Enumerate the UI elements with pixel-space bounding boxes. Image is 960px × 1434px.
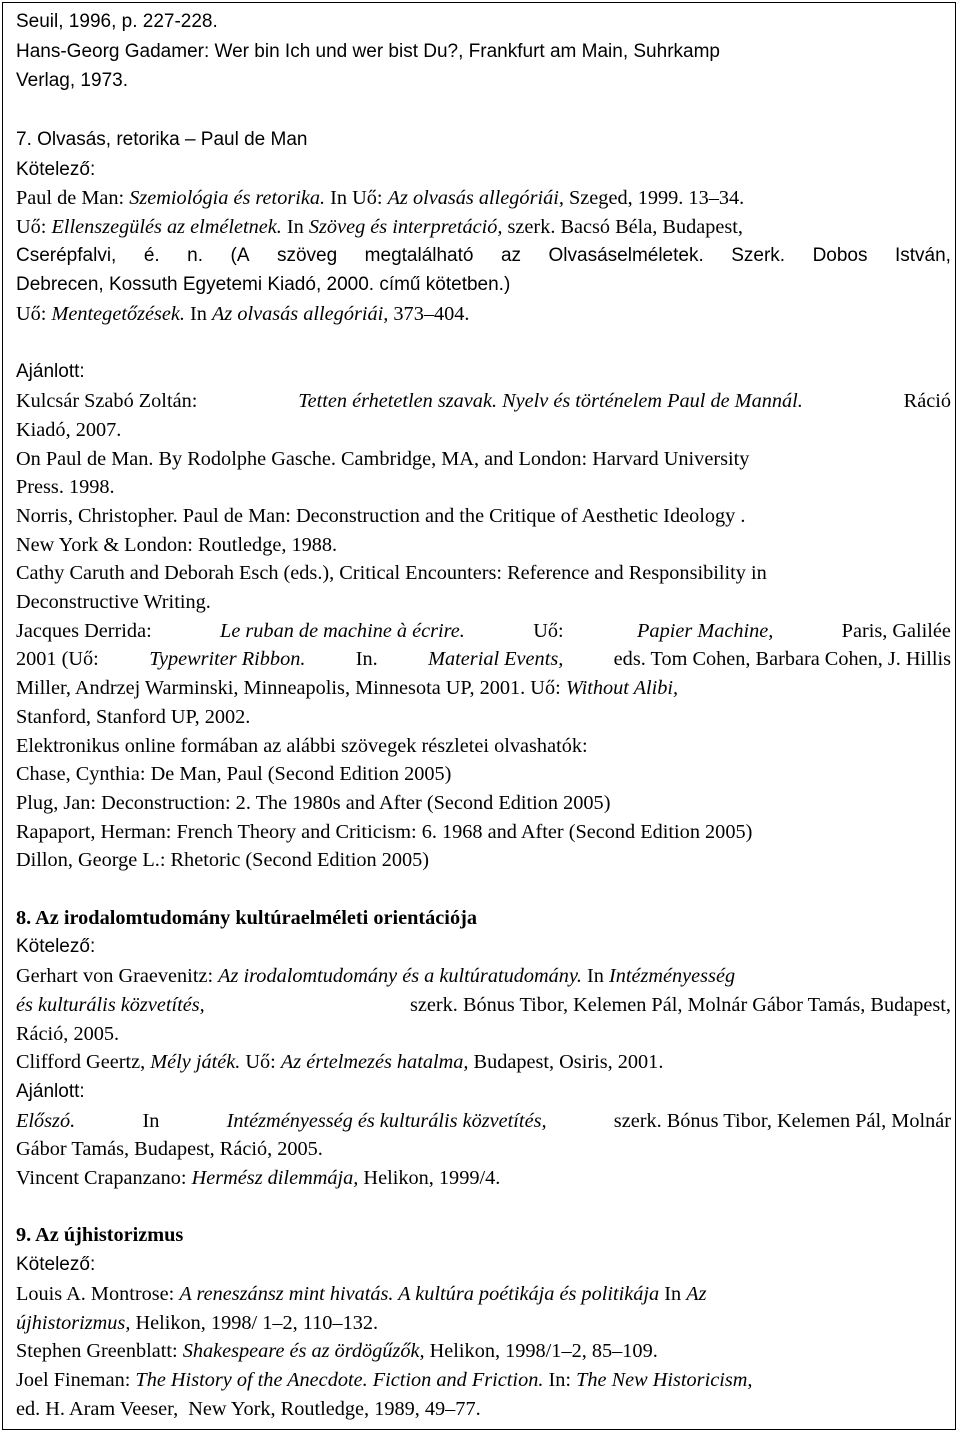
- italic-title: Szöveg és interpretáció,: [308, 215, 503, 238]
- italic-title: Intézményesség és kulturális közvetítés,: [226, 1109, 547, 1132]
- text-segment: Chase, Cynthia: De Man, Paul (Second Edition 2005): [16, 763, 452, 786]
- text-segment: Paris, Galilée: [836, 619, 951, 642]
- text-segment: Cathy Caruth and Deborah Esch (eds.), Critical Encounters: Reference and Responsibility in: [16, 562, 767, 585]
- text-segment: Joel Fineman:: [16, 1368, 136, 1391]
- paragraph-gap: [16, 875, 951, 904]
- italic-title: Az: [686, 1282, 707, 1305]
- text-segment: In:: [543, 1368, 577, 1391]
- text-segment: Ajánlott:: [16, 1080, 85, 1102]
- text-segment: szerk. Bónus Tibor, Kelemen Pál, Molnár Gábor Tamás, Budapest,: [404, 993, 951, 1016]
- text-segment: Seuil, 1996, p. 227-228.: [16, 11, 218, 32]
- text-segment: Hans-Georg Gadamer: Wer bin Ich und wer bist Du?, Frankfurt am Main, Suhrkamp: [16, 40, 720, 62]
- text-line: [16, 617, 951, 646]
- text-segment: az: [500, 244, 522, 266]
- text-line: [16, 904, 951, 933]
- italic-title: The New Historicism,: [576, 1368, 753, 1391]
- text-line: [16, 1309, 951, 1338]
- text-segment: Elektronikus online formában az alábbi szövegek részletei olvashatók:: [16, 734, 588, 757]
- italic-title: Shakespeare és az ördögűzők,: [182, 1340, 425, 1363]
- italic-title: Az olvasás allegóriái,: [387, 187, 564, 210]
- text-segment: eds. Tom Cohen, Barbara Cohen, J. Hillis: [608, 648, 951, 671]
- text-segment: In: [581, 965, 609, 988]
- text-segment: megtalálható: [364, 244, 474, 266]
- text-line: [16, 1395, 951, 1424]
- italic-title: Mély játék.: [150, 1051, 241, 1074]
- text-line: [16, 531, 951, 560]
- text-line: [16, 445, 951, 474]
- text-segment: Clifford Geertz,: [16, 1051, 151, 1074]
- italic-title: Az olvasás allegóriái,: [212, 303, 389, 326]
- text-segment: n.: [187, 244, 204, 266]
- text-segment: Kulcsár Szabó Zoltán:: [16, 390, 203, 413]
- text-line: [16, 416, 951, 445]
- text-segment: Gerhart von Graevenitz:: [16, 965, 219, 988]
- italic-title: Material Events,: [428, 648, 564, 671]
- text-segment: Verlag, 1973.: [16, 70, 128, 92]
- italic-title: Le ruban de machine à écrire.: [220, 619, 465, 642]
- text-segment: szerk. Bacsó Béla, Budapest,: [502, 215, 743, 238]
- paragraph-gap: [16, 96, 951, 125]
- text-segment: Budapest, Osiris, 2001.: [468, 1051, 664, 1074]
- text-segment: In.: [350, 648, 383, 671]
- text-segment: Ráció: [898, 390, 951, 413]
- text-segment: In Uő:: [325, 187, 388, 210]
- text-line: [16, 1077, 951, 1107]
- text-line: [16, 1221, 951, 1250]
- text-line: [16, 789, 951, 818]
- text-segment: Kötelező:: [16, 936, 96, 958]
- text-line: [16, 1135, 951, 1164]
- text-segment: Helikon, 1998/1–2, 85–109.: [424, 1340, 658, 1363]
- text-line: [16, 1280, 951, 1309]
- text-line: [16, 703, 951, 732]
- text-line: [16, 502, 951, 531]
- text-segment: Deconstructive Writing.: [16, 591, 211, 614]
- section-heading: 8. Az irodalomtudomány kultúraelméleti orientációja: [16, 906, 477, 929]
- text-segment: In: [184, 303, 212, 326]
- text-line: [16, 962, 951, 991]
- text-segment: Kötelező:: [16, 158, 96, 180]
- text-line: [16, 732, 951, 761]
- text-segment: 2001 (Uő:: [16, 648, 104, 671]
- document-page: [2, 2, 956, 1430]
- text-segment: Olvasáselméletek.: [548, 244, 704, 266]
- text-line: [16, 1020, 951, 1049]
- text-segment: Stephen Greenblatt:: [16, 1340, 183, 1363]
- text-line: [16, 645, 951, 674]
- text-segment: Uő:: [528, 619, 574, 642]
- italic-title: és kulturális közvetítés,: [16, 993, 205, 1016]
- text-line: [16, 155, 951, 185]
- text-segment: Debrecen, Kossuth Egyetemi Kiadó, 2000. című kötetben.): [16, 274, 511, 296]
- text-segment: Uő:: [16, 215, 52, 238]
- text-segment: In: [659, 1282, 687, 1305]
- text-line: [16, 7, 951, 37]
- italic-title: Typewriter Ribbon.: [149, 648, 306, 671]
- text-line: [16, 242, 951, 271]
- text-segment: Uő:: [240, 1051, 281, 1074]
- text-segment: Kiadó, 2007.: [16, 418, 122, 441]
- text-segment: Plug, Jan: Deconstruction: 2. The 1980s and After (Second Edition 2005): [16, 791, 611, 814]
- text-segment: Szeged, 1999. 13–34.: [563, 187, 745, 210]
- italic-title: Ellenszegülés az elméletnek.: [51, 215, 282, 238]
- text-segment: Szerk.: [731, 244, 786, 266]
- text-line: [16, 213, 951, 242]
- text-segment: Rapaport, Herman: French Theory and Criticism: 6. 1968 and After (Second Edition 2005): [16, 820, 753, 843]
- italic-title: Papier Machine,: [637, 619, 774, 642]
- text-line: [16, 1164, 951, 1193]
- text-segment: In: [137, 1109, 165, 1132]
- bibliography-text: [16, 7, 951, 1423]
- text-segment: Paul de Man:: [16, 187, 130, 210]
- text-segment: szerk. Bónus Tibor, Kelemen Pál, Molnár: [608, 1109, 951, 1132]
- text-line: [16, 674, 951, 703]
- italic-title: újhistorizmus,: [16, 1311, 131, 1334]
- text-line: [16, 184, 951, 213]
- italic-title: Tetten érhetetlen szavak. Nyelv és történelem Paul de Mannál.: [298, 390, 803, 413]
- text-segment: Press. 1998.: [16, 476, 115, 499]
- text-segment: Dillon, George L.: Rhetoric (Second Edition 2005): [16, 849, 430, 872]
- text-segment: é.: [143, 244, 160, 266]
- text-segment: Helikon, 1998/ 1–2, 110–132.: [130, 1311, 379, 1334]
- text-segment: Ráció, 2005.: [16, 1022, 120, 1045]
- text-segment: 373–404.: [388, 303, 470, 326]
- text-line: [16, 125, 951, 155]
- text-segment: On Paul de Man. By Rodolphe Gasche. Cambridge, MA, and London: Harvard University: [16, 447, 750, 470]
- text-segment: ed. H. Aram Veeser, New York, Routledge, 1989, 49–77.: [16, 1397, 481, 1420]
- text-line: [16, 387, 951, 416]
- text-line: [16, 559, 951, 588]
- text-line: [16, 932, 951, 962]
- text-line: [16, 1107, 951, 1136]
- text-segment: Cserépfalvi,: [16, 244, 117, 266]
- text-segment: Gábor Tamás, Budapest, Ráció, 2005.: [16, 1138, 323, 1161]
- text-line: [16, 1337, 951, 1366]
- text-segment: Helikon, 1999/4.: [358, 1167, 501, 1190]
- text-line: [16, 1366, 951, 1395]
- text-line: [16, 588, 951, 617]
- paragraph-gap: [16, 329, 951, 358]
- text-line: [16, 1048, 951, 1077]
- italic-title: Mentegetőzések.: [51, 303, 185, 326]
- italic-title: Az értelmezés hatalma,: [280, 1051, 469, 1074]
- text-line: [16, 818, 951, 847]
- italic-title: Intézményesség: [608, 965, 736, 988]
- text-segment: Norris, Christopher. Paul de Man: Deconstruction and the Critique of Aesthetic Ideology .: [16, 504, 746, 527]
- text-segment: Miller, Andrzej Warminski, Minneapolis, Minnesota UP, 2001. Uő:: [16, 677, 566, 700]
- text-segment: Uő:: [16, 303, 52, 326]
- text-segment: István,: [894, 244, 951, 266]
- italic-title: Without Alibi,: [565, 677, 679, 700]
- text-segment: (A: [230, 244, 250, 266]
- text-segment: New York & London: Routledge, 1988.: [16, 533, 338, 556]
- italic-title: Előszó.: [16, 1109, 76, 1132]
- text-segment: szöveg: [276, 244, 338, 266]
- text-line: [16, 846, 951, 875]
- text-line: [16, 300, 951, 329]
- italic-title: A reneszánsz mint hivatás. A kultúra poétikája és politikája: [179, 1282, 660, 1305]
- italic-title: Hermész dilemmája,: [191, 1167, 359, 1190]
- text-line: [16, 991, 951, 1020]
- text-line: [16, 270, 951, 300]
- text-line: [16, 473, 951, 502]
- text-segment: Vincent Crapanzano:: [16, 1167, 192, 1190]
- italic-title: The History of the Anecdote. Fiction and Friction.: [135, 1368, 544, 1391]
- text-segment: Jacques Derrida:: [16, 619, 157, 642]
- text-line: [16, 66, 951, 96]
- text-segment: Dobos: [812, 244, 868, 266]
- text-line: [16, 357, 951, 387]
- text-line: [16, 37, 951, 67]
- text-segment: 7. Olvasás, retorika – Paul de Man: [16, 128, 308, 150]
- text-segment: Kötelező:: [16, 1254, 96, 1276]
- text-line: [16, 760, 951, 789]
- italic-title: Az irodalomtudomány és a kultúratudomány.: [218, 965, 582, 988]
- section-heading: 9. Az újhistorizmus: [16, 1224, 184, 1247]
- text-segment: Stanford, Stanford UP, 2002.: [16, 705, 251, 728]
- paragraph-gap: [16, 1193, 951, 1222]
- text-segment: Louis A. Montrose:: [16, 1282, 180, 1305]
- text-line: [16, 1250, 951, 1280]
- text-segment: In: [281, 215, 309, 238]
- italic-title: Szemiológia és retorika.: [129, 187, 326, 210]
- text-segment: Ajánlott:: [16, 361, 85, 383]
